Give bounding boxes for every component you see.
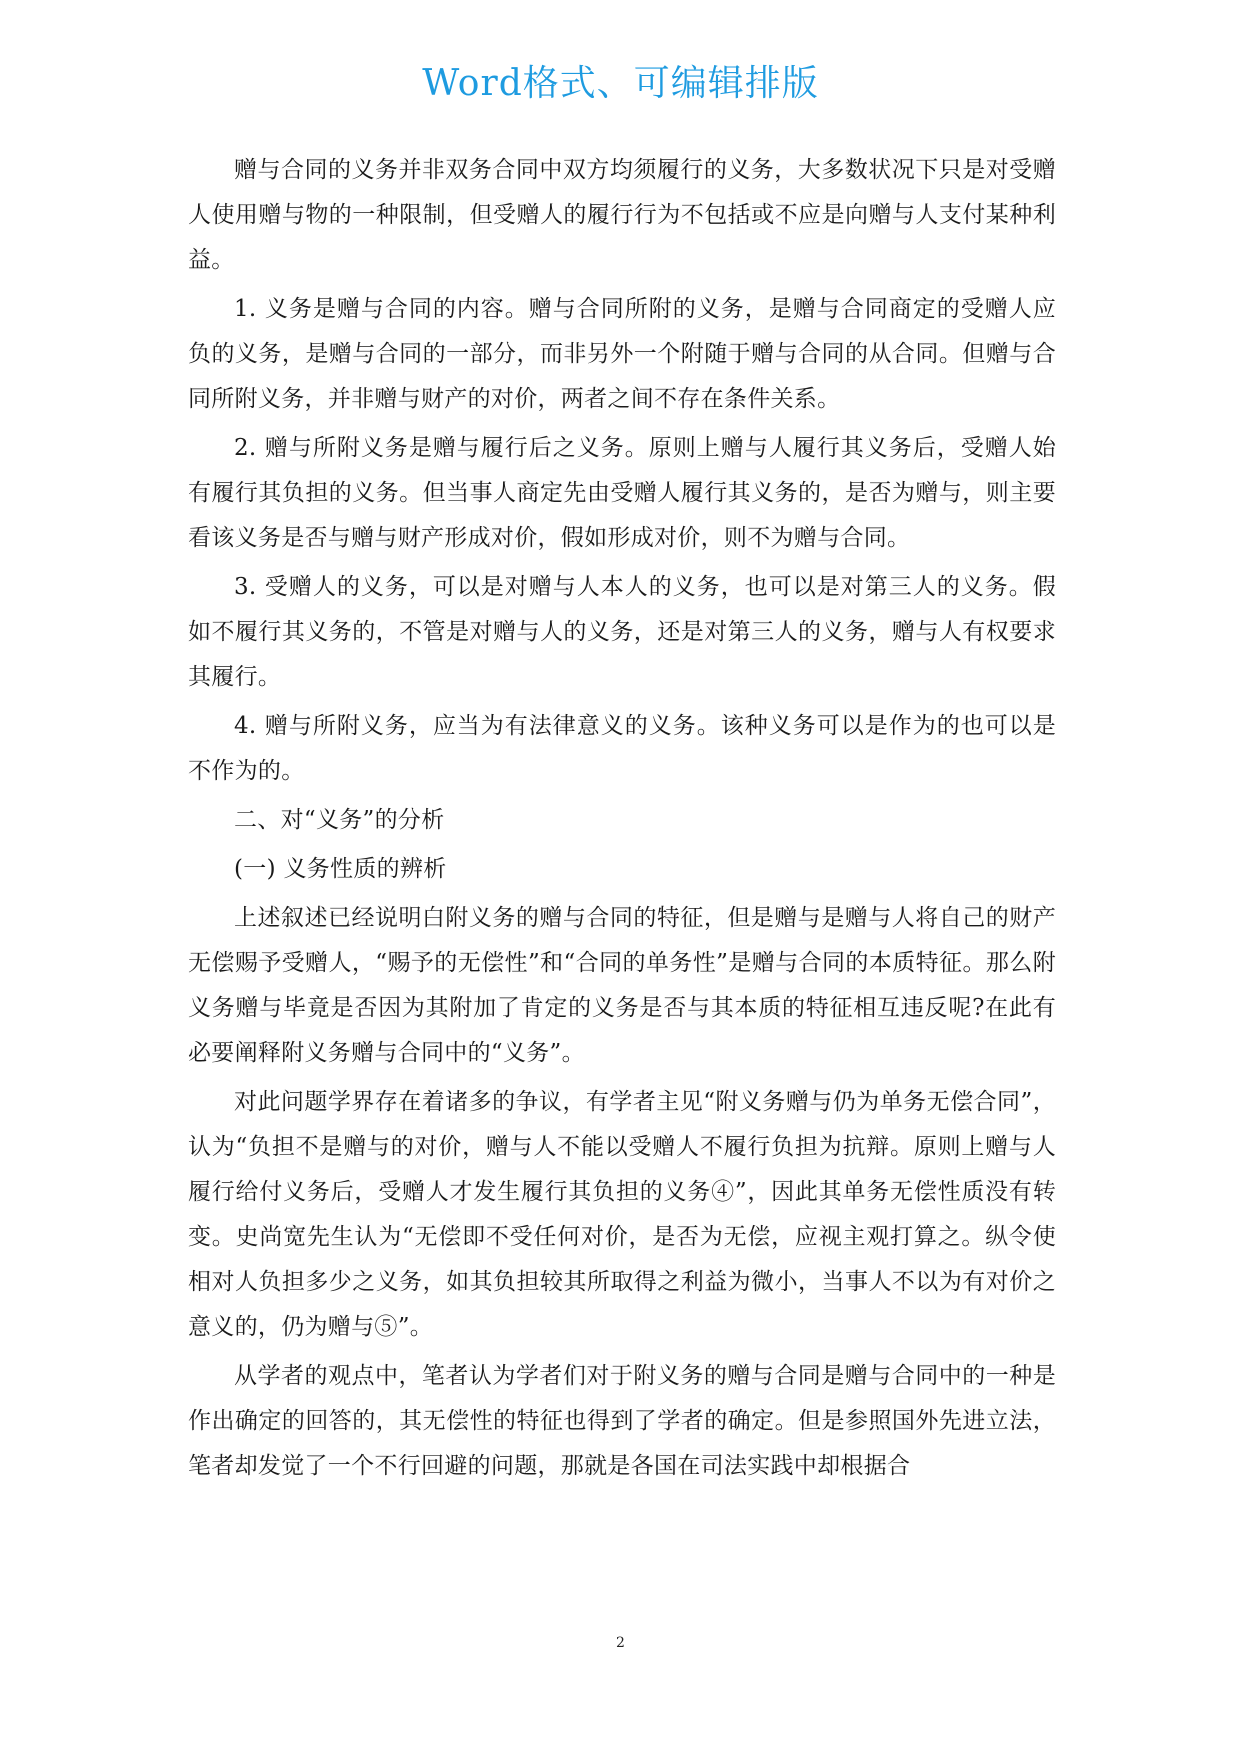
paragraph: 对此问题学界存在着诸多的争议，有学者主见“附义务赠与仍为单务无偿合同”，认为“负担不是赠与的对价，赠与人不能以受赠人不履行负担为抗辩。原则上赠与人履行给付义务后，受赠人才发生履行其负担的义务④”，因此其单务无偿性质没有转变。史尚宽先生认为“无偿即不受任何对价，是否为无偿，应视主观打算之。纵令使相对人负担多少之义务，如其负担较其所取得之利益为微小，当事人不以为有对价之意义的，仍为赠与⑤”。 [188,1089,1056,1340]
page-header-title: Word格式、可编辑排版 [422,63,819,104]
section-heading: 二、对“义务”的分析 [234,807,445,833]
page-number: 2 [616,1635,625,1651]
paragraph: 4. 赠与所附义务，应当为有法律意义的义务。该种义务可以是作为的也可以是不作为的。 [188,713,1056,784]
subsection-heading: (一) 义务性质的辨析 [234,856,447,882]
paragraph: 1. 义务是赠与合同的内容。赠与合同所附的义务，是赠与合同商定的受赠人应负的义务，是赠与合同的一部分，而非另外一个附随于赠与合同的从合同。但赠与合同所附义务，并非赠与财产的对价，两者之间不存在条件关系。 [188,296,1056,412]
paragraph: 赠与合同的义务并非双务合同中双方均须履行的义务，大多数状况下只是对受赠人使用赠与物的一种限制，但受赠人的履行行为不包括或不应是向赠与人支付某种利益。 [188,157,1056,273]
paragraph: 上述叙述已经说明白附义务的赠与合同的特征，但是赠与是赠与人将自己的财产无偿赐予受赠人，“赐予的无偿性”和“合同的单务性”是赠与合同的本质特征。那么附义务赠与毕竟是否因为其附加了肯定的义务是否与其本质的特征相互违反呢?在此有必要阐释附义务赠与合同中的“义务”。 [188,905,1056,1066]
paragraph: 3. 受赠人的义务，可以是对赠与人本人的义务，也可以是对第三人的义务。假如不履行其义务的，不管是对赠与人的义务，还是对第三人的义务，赠与人有权要求其履行。 [188,574,1056,690]
paragraph: 从学者的观点中，笔者认为学者们对于附义务的赠与合同是赠与合同中的一种是作出确定的回答的，其无偿性的特征也得到了学者的确定。但是参照国外先进立法，笔者却发觉了一个不行回避的问题，那就是各国在司法实践中却根据合 [188,1363,1056,1479]
document-body [188,148,1056,1493]
paragraph: 2. 赠与所附义务是赠与履行后之义务。原则上赠与人履行其义务后，受赠人始有履行其负担的义务。但当事人商定先由受赠人履行其义务的，是否为赠与，则主要看该义务是否与赠与财产形成对价，假如形成对价，则不为赠与合同。 [188,435,1056,551]
